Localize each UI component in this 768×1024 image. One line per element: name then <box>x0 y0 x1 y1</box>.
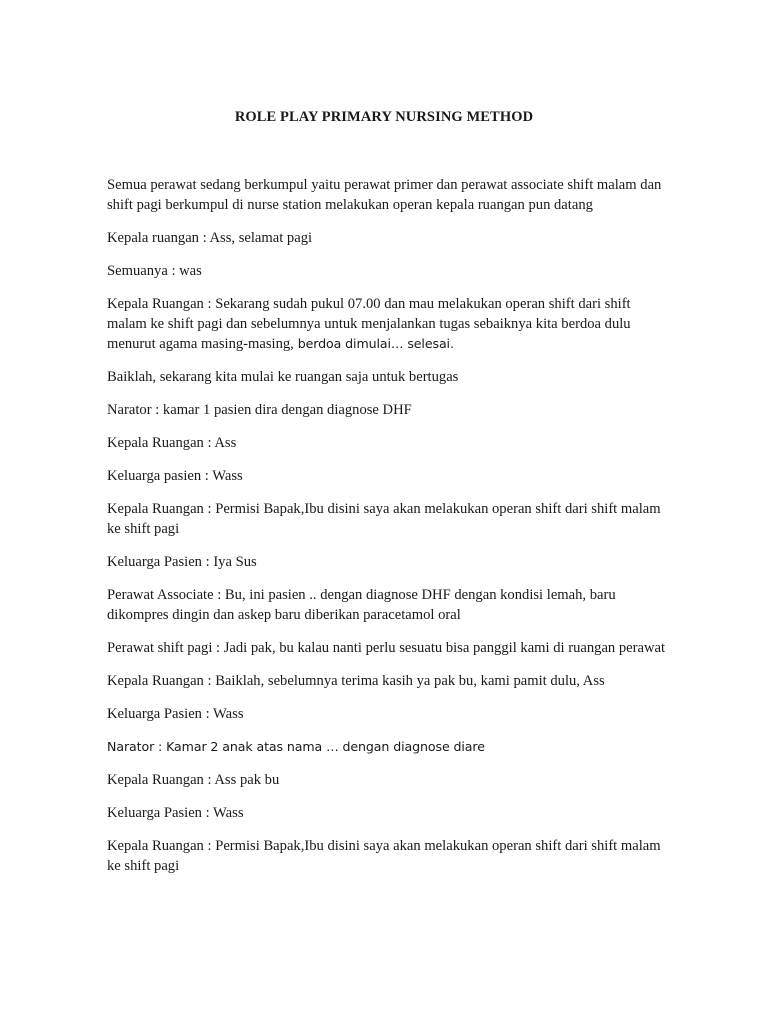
paragraph <box>107 466 667 486</box>
paragraph-text: Kepala Ruangan : Sekarang sudah pukul 07.00 dan mau melakukan operan shift dari shift malam ke shift pagi dan sebelumnya untuk menjalankan tugas sebaiknya kita berdoa dulu menurut agama masing-masing, <box>107 296 631 352</box>
paragraph <box>107 261 667 281</box>
paragraph <box>107 704 667 724</box>
paragraph-text: Kepala ruangan : Ass, selamat pagi <box>107 230 313 246</box>
paragraph-text: Kepala Ruangan : Permisi Bapak,Ibu disini saya akan melakukan operan shift dari shift malam ke shift pagi <box>107 838 661 874</box>
paragraph-text: Semuanya : was <box>107 263 202 279</box>
paragraph-text: Kepala Ruangan : Baiklah, sebelumnya terima kasih ya pak bu, kami pamit dulu, Ass <box>107 673 605 689</box>
paragraph-text: Kepala Ruangan : Ass <box>107 435 237 451</box>
paragraph <box>107 175 667 215</box>
document-title: ROLE PLAY PRIMARY NURSING METHOD <box>234 109 534 125</box>
paragraph-text-sans: berdoa dimulai… selesai. <box>293 336 454 351</box>
paragraph <box>107 803 667 823</box>
paragraph-text: Keluarga pasien : Wass <box>107 468 243 484</box>
paragraph <box>107 770 667 790</box>
paragraph <box>107 585 667 625</box>
paragraph-text: Keluarga Pasien : Wass <box>107 706 244 722</box>
paragraph-text: Kepala Ruangan : Permisi Bapak,Ibu disini saya akan melakukan operan shift dari shift malam ke shift pagi <box>107 501 661 537</box>
paragraph-text: Keluarga Pasien : Wass <box>107 805 244 821</box>
paragraph-text: Perawat shift pagi : Jadi pak, bu kalau nanti perlu sesuatu bisa panggil kami di ruangan perawat <box>107 640 666 656</box>
paragraph-text: Baiklah, sekarang kita mulai ke ruangan saja untuk bertugas <box>107 369 459 385</box>
paragraph-text: Narator : kamar 1 pasien dira dengan diagnose DHF <box>107 402 412 418</box>
paragraph-text: Kepala Ruangan : Ass pak bu <box>107 772 280 788</box>
paragraph-text: Perawat Associate : Bu, ini pasien .. dengan diagnose DHF dengan kondisi lemah, baru dikompres dingin dan askep baru diberikan paracetamol oral <box>107 587 616 623</box>
paragraph <box>107 836 667 876</box>
paragraph <box>107 228 667 248</box>
paragraph <box>107 671 667 691</box>
document-body <box>107 175 667 889</box>
paragraph-text: Keluarga Pasien : Iya Sus <box>107 554 257 570</box>
paragraph-text: Semua perawat sedang berkumpul yaitu perawat primer dan perawat associate shift malam dan shift pagi berkumpul di nurse station melakukan operan kepala ruangan pun datang <box>107 177 662 213</box>
paragraph <box>107 638 667 658</box>
paragraph <box>107 367 667 387</box>
paragraph-text-sans: Narator : Kamar 2 anak atas nama … dengan diagnose diare <box>107 739 485 754</box>
paragraph <box>107 552 667 572</box>
paragraph <box>107 294 667 354</box>
paragraph <box>107 737 667 757</box>
paragraph <box>107 433 667 453</box>
paragraph <box>107 499 667 539</box>
paragraph <box>107 400 667 420</box>
